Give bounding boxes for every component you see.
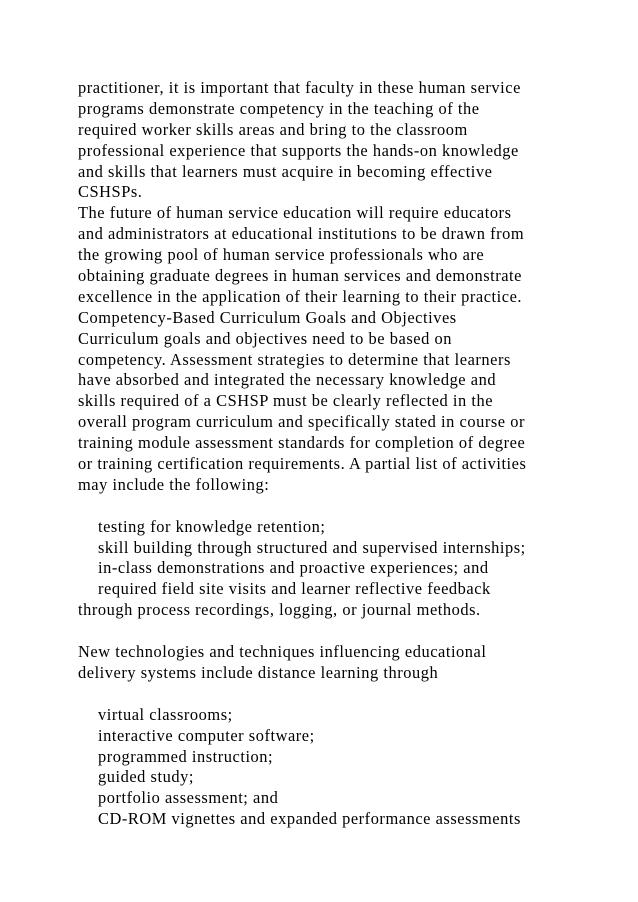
text-line: delivery systems include distance learning through	[78, 662, 439, 682]
text-line: and skills that learners must acquire in becoming effective	[78, 161, 493, 181]
text-line: The future of human service education will require educators	[78, 203, 512, 223]
list-item-line: virtual classrooms;	[98, 704, 233, 724]
text-line: through process recordings, logging, or journal methods.	[78, 600, 481, 620]
list-item-line: required field site visits and learner reflective feedback	[98, 579, 491, 599]
blank-line	[78, 684, 598, 705]
text-line: New technologies and techniques influencing educational	[78, 642, 487, 662]
text-line: excellence in the application of their learning to their practice.	[78, 286, 523, 306]
text-line: or training certification requirements. A partial list of activities	[78, 454, 527, 474]
text-line: Competency-Based Curriculum Goals and Objectives	[78, 307, 457, 327]
list-item-line: interactive computer software;	[98, 725, 315, 745]
text-line: obtaining graduate degrees in human services and demonstrate	[78, 266, 522, 286]
text-line: required worker skills areas and bring to the classroom	[78, 119, 468, 139]
list-item-line: testing for knowledge retention;	[98, 516, 326, 536]
text-line: training module assessment standards for completion of degree	[78, 433, 526, 453]
text-line: Curriculum goals and objectives need to be based on	[78, 328, 452, 348]
list-item-line: programmed instruction;	[98, 746, 274, 766]
text-line: the growing pool of human service professionals who are	[78, 245, 485, 265]
text-line: skills required of a CSHSP must be clearly reflected in the	[78, 391, 494, 411]
blank-line	[78, 621, 598, 642]
list-item-line: in-class demonstrations and proactive experiences; and	[98, 558, 489, 578]
list-item-line: portfolio assessment; and	[98, 788, 279, 808]
text-line: programs demonstrate competency in the teaching of the	[78, 98, 480, 118]
blank-line	[78, 496, 598, 517]
text-line: have absorbed and integrated the necessary knowledge and	[78, 370, 497, 390]
text-line: CSHSPs.	[78, 182, 143, 202]
text-line: may include the following:	[78, 474, 270, 494]
list-item-line: skill building through structured and supervised internships;	[98, 537, 526, 557]
list-item-line: guided study;	[98, 767, 194, 787]
list-item-line: CD-ROM vignettes and expanded performance assessments	[98, 809, 521, 829]
text-line: competency. Assessment strategies to determine that learners	[78, 349, 511, 369]
text-line: overall program curriculum and specifically stated in course or	[78, 412, 525, 432]
text-line: professional experience that supports the hands-on knowledge	[78, 140, 519, 160]
text-line: and administrators at educational institutions to be drawn from	[78, 224, 525, 244]
document-body	[78, 78, 598, 830]
text-line: practitioner, it is important that faculty in these human service	[78, 78, 521, 97]
